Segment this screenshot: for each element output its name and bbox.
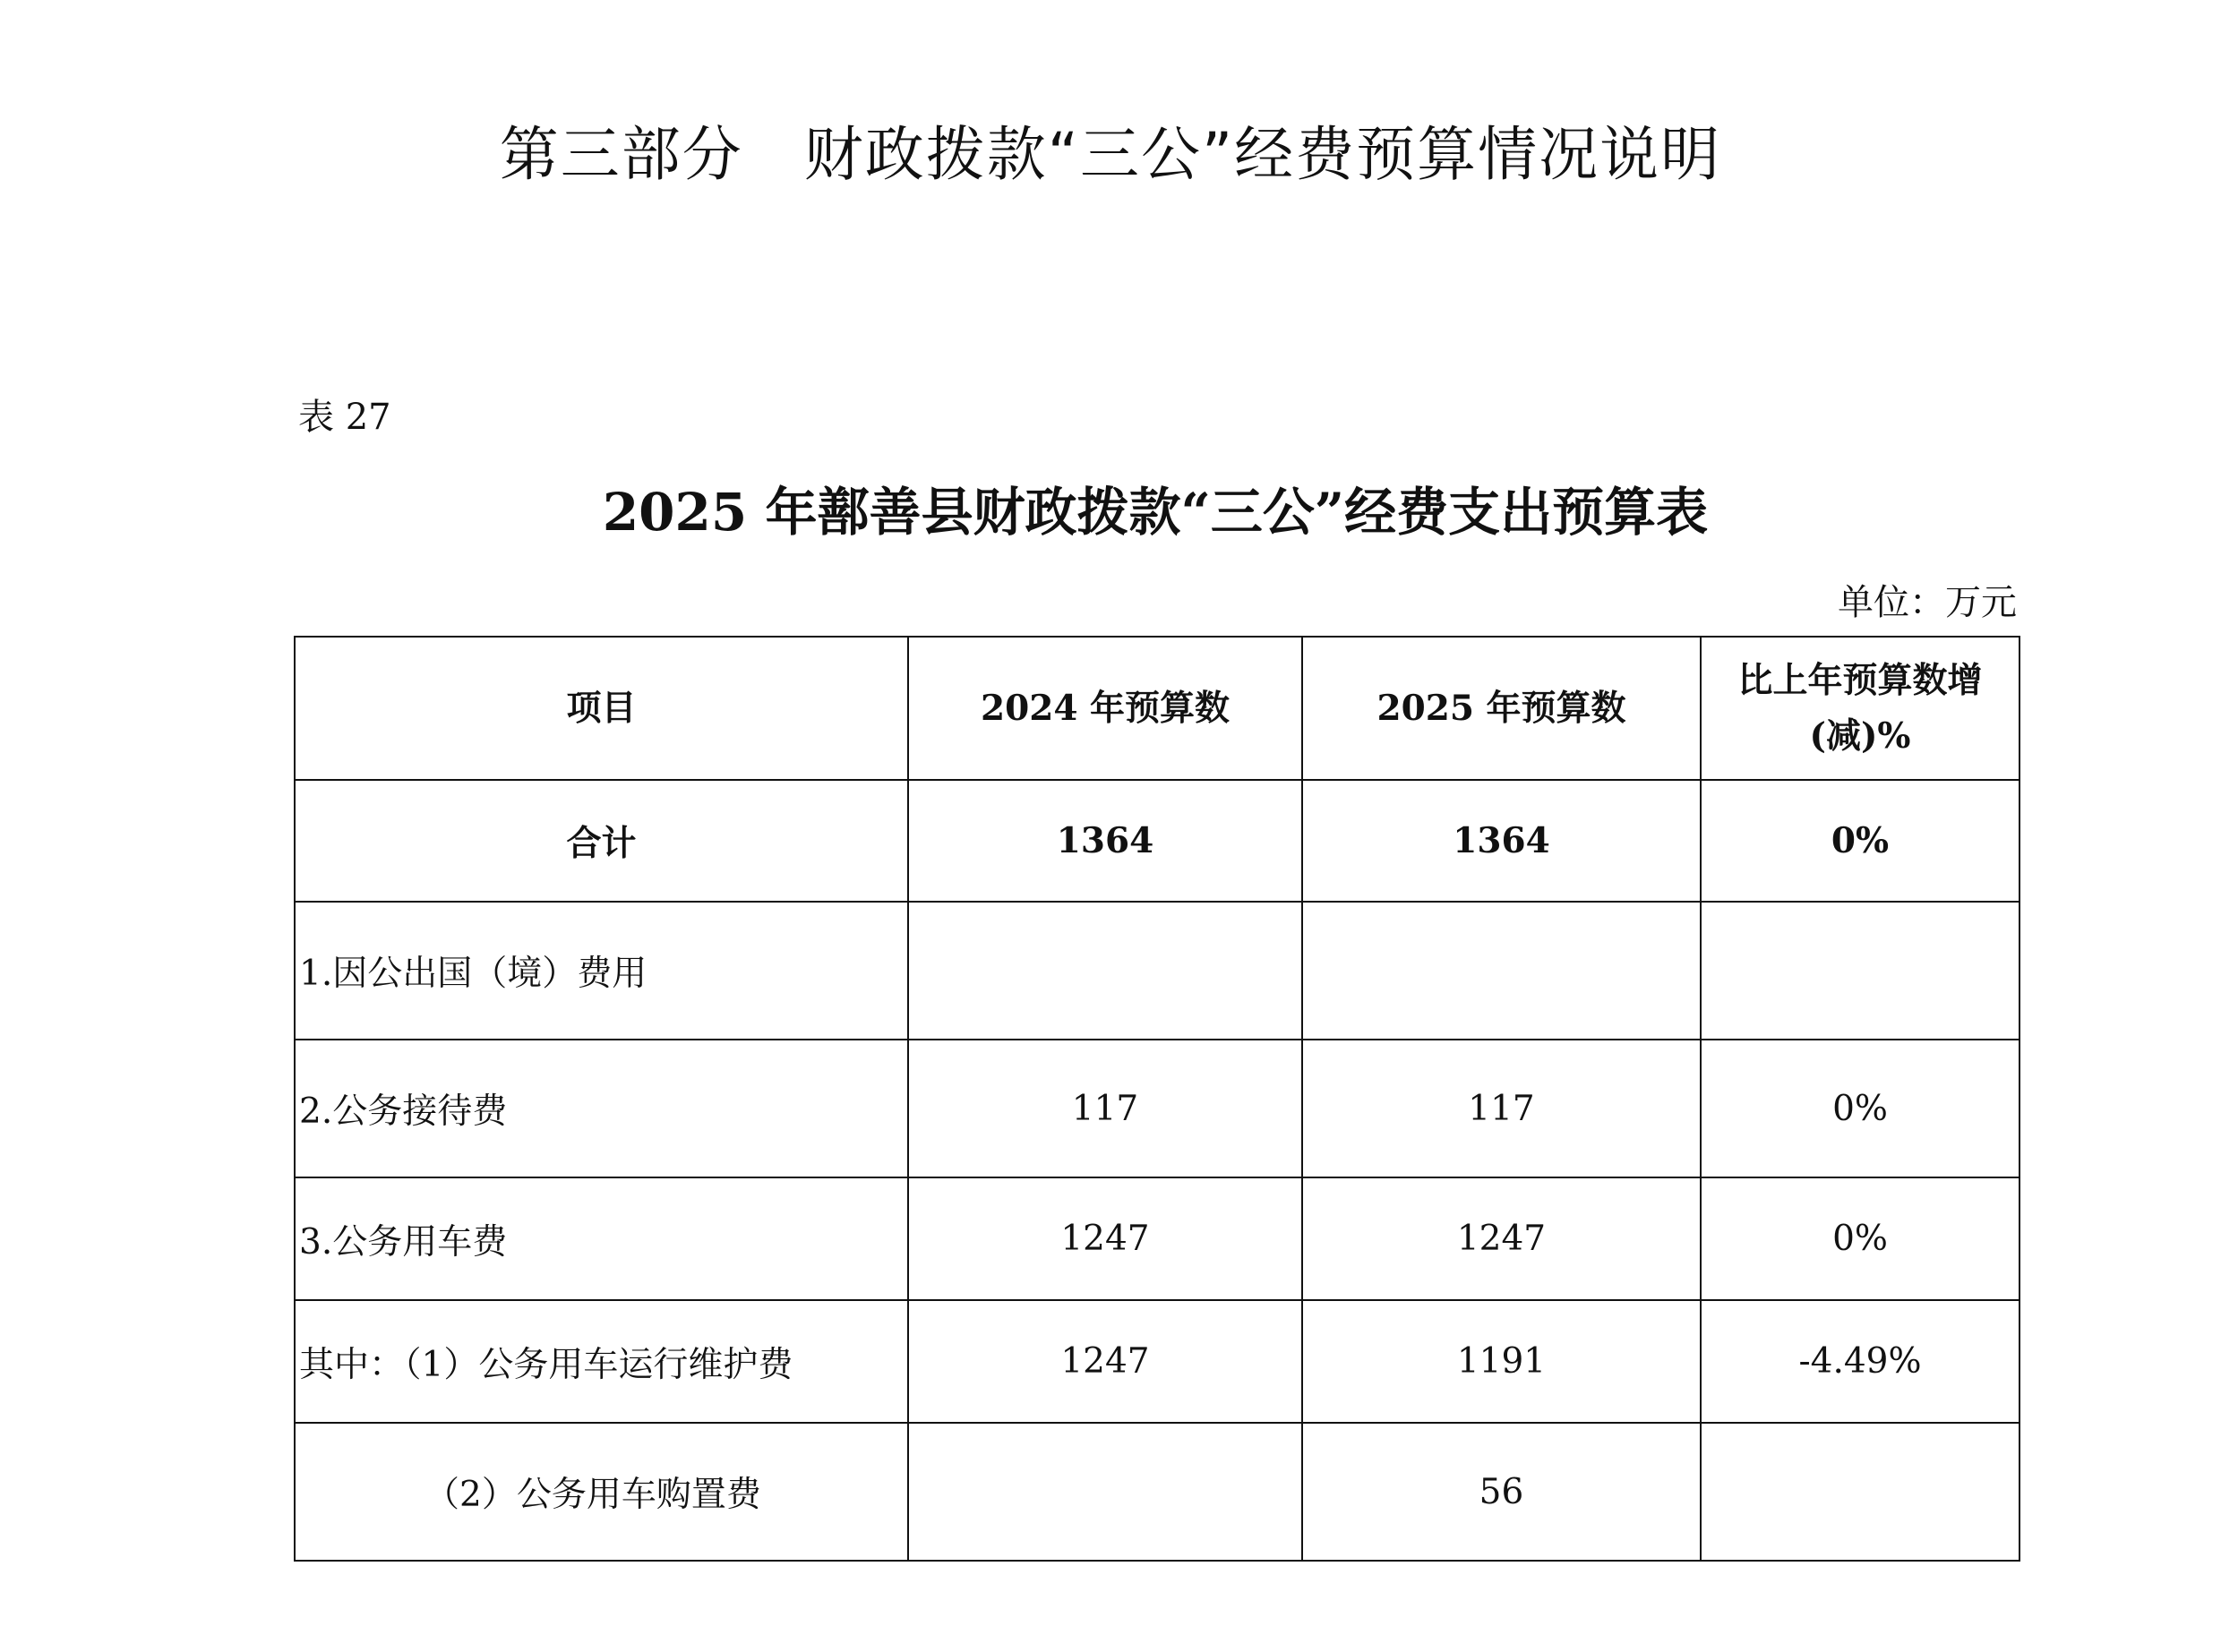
header-change-line1: 比上年预算数增 [1737, 660, 1983, 701]
row-2025: 117 [1302, 1040, 1701, 1177]
header-item: 项目 [295, 637, 908, 780]
row-2024: 117 [908, 1040, 1302, 1177]
header-2024-budget: 2024 年预算数 [908, 637, 1302, 780]
section-title: 第三部分 财政拨款“三公”经费预算情况说明 [499, 120, 1722, 189]
row-item: 其中：（1）公务用车运行维护费 [295, 1300, 908, 1423]
budget-table [294, 636, 2020, 1562]
row-2025 [1302, 902, 1701, 1040]
row-2025: 1191 [1302, 1300, 1701, 1423]
total-change: 0% [1701, 780, 2019, 902]
row-item: 3.公务用车费 [295, 1177, 908, 1300]
table-row [295, 1300, 2019, 1423]
row-2025: 56 [1302, 1423, 1701, 1561]
header-2025-budget: 2025 年预算数 [1302, 637, 1701, 780]
row-change: 0% [1701, 1040, 2019, 1177]
unit-label: 单位：万元 [1838, 582, 2017, 623]
row-change [1701, 1423, 2019, 1561]
header-change-line2: (减)% [1809, 715, 1911, 757]
table-row [295, 1177, 2019, 1300]
table-title: 2025 年鄯善县财政拨款“三公”经费支出预算表 [602, 482, 1709, 543]
row-item: （2）公务用车购置费 [295, 1423, 908, 1561]
total-row [295, 780, 2019, 902]
total-2025: 1364 [1302, 780, 1701, 902]
total-label: 合计 [295, 780, 908, 902]
row-2024 [908, 1423, 1302, 1561]
row-change: -4.49% [1701, 1300, 2019, 1423]
header-change-percent [1701, 637, 2019, 780]
row-change: 0% [1701, 1177, 2019, 1300]
row-2024 [908, 902, 1302, 1040]
row-2025: 1247 [1302, 1177, 1701, 1300]
total-2024: 1364 [908, 780, 1302, 902]
row-change [1701, 902, 2019, 1040]
row-2024: 1247 [908, 1177, 1302, 1300]
row-2024: 1247 [908, 1300, 1302, 1423]
table-number-label: 表 27 [298, 397, 391, 438]
table-row [295, 1040, 2019, 1177]
table-row [295, 902, 2019, 1040]
table-header-row [295, 637, 2019, 780]
row-item: 1.因公出国（境）费用 [295, 902, 908, 1040]
table-row [295, 1423, 2019, 1561]
row-item: 2.公务接待费 [295, 1040, 908, 1177]
